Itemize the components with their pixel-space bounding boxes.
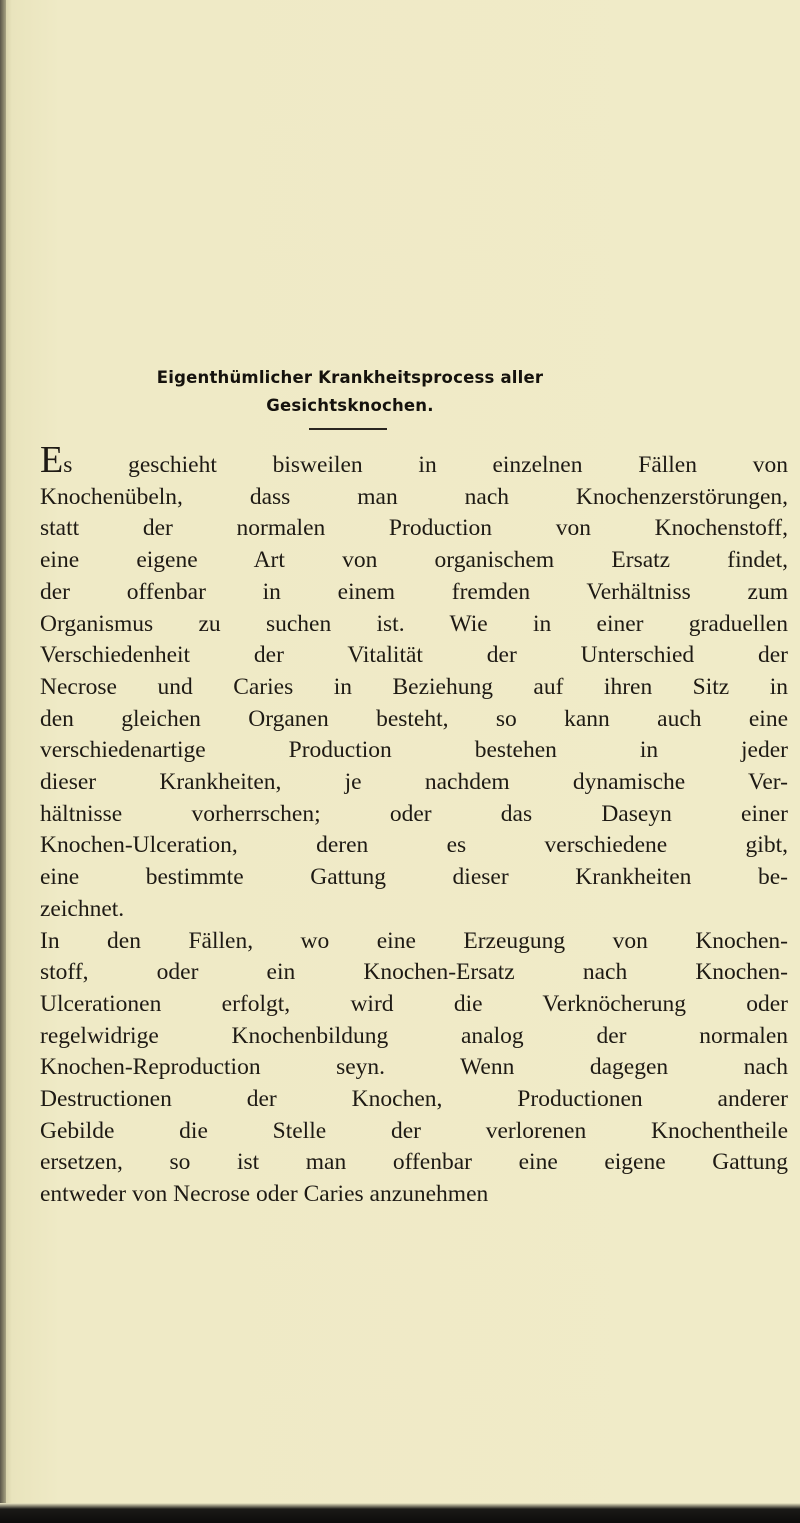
text-line-content: Gebilde die Stelle der verlorenen Knochentheile <box>40 1117 788 1144</box>
text-line <box>40 577 788 609</box>
text-line <box>40 926 788 958</box>
text-line <box>40 1147 788 1179</box>
text-line <box>40 1084 788 1116</box>
text-line-content: regelwidrige Knochenbildung analog der normalen <box>40 1022 788 1049</box>
text-line <box>40 439 788 482</box>
text-line <box>40 862 788 894</box>
drop-cap: E <box>40 439 64 481</box>
text-line <box>40 609 788 641</box>
text-line-content: Knochenübeln, dass man nach Knochenzerstörungen, <box>40 483 788 510</box>
text-line-content: eine bestimmte Gattung dieser Krankheiten be- <box>40 864 788 891</box>
text-line-content: s geschieht bisweilen in einzelnen Fällen von <box>63 452 788 478</box>
text-line <box>40 704 788 736</box>
text-line-content: Destructionen der Knochen, Productionen anderer <box>40 1086 788 1113</box>
text-line <box>40 957 788 989</box>
text-line-content: ersetzen, so ist man offenbar eine eigene Gattung <box>40 1149 788 1176</box>
book-binding-edge <box>0 0 6 1523</box>
text-line <box>40 513 788 545</box>
text-line <box>40 767 788 799</box>
body-text <box>40 439 788 1211</box>
text-line <box>40 482 788 514</box>
text-line-content: statt der normalen Production von Knochenstoff, <box>40 515 788 542</box>
heading-divider <box>309 428 387 430</box>
text-line <box>40 1116 788 1148</box>
text-line-content: Organismus zu suchen ist. Wie in einer graduellen <box>40 610 788 637</box>
text-line-content: verschiedenartige Production bestehen in jeder <box>40 737 788 764</box>
heading-line-1: Eigenthümlicher Krankheitsprocess aller <box>156 368 544 387</box>
text-line-content: stoff, oder ein Knochen-Ersatz nach Knochen- <box>40 959 788 986</box>
text-line <box>40 672 788 704</box>
text-line-content: Verschiedenheit der Vitalität der Unterschied der <box>40 642 788 669</box>
text-line <box>40 799 788 831</box>
text-line-content: eine eigene Art von organischem Ersatz findet, <box>40 547 788 574</box>
text-line <box>40 989 788 1021</box>
text-line <box>40 1052 788 1084</box>
text-line-content: Knochen-Ulceration, deren es verschiedene gibt, <box>40 832 788 859</box>
text-line-content: entweder von Necrose oder Caries anzunehmen <box>40 1181 489 1208</box>
text-line-content: Ulcerationen erfolgt, wird die Verknöcherung oder <box>40 990 788 1017</box>
text-line-content: Necrose und Caries in Beziehung auf ihren Sitz in <box>40 673 788 700</box>
text-line <box>40 894 788 926</box>
text-line <box>40 830 788 862</box>
text-line <box>40 640 788 672</box>
text-line <box>40 545 788 577</box>
text-line <box>40 1021 788 1053</box>
text-line-content: zeichnet. <box>40 895 125 922</box>
chapter-heading <box>40 364 660 420</box>
text-line <box>40 735 788 767</box>
text-line-content: In den Fällen, wo eine Erzeugung von Knochen- <box>40 927 788 954</box>
heading-line-2: Gesichtsknochen. <box>266 396 434 415</box>
text-line-content: hältnisse vorherrschen; oder das Daseyn einer <box>40 800 788 827</box>
text-line-content: den gleichen Organen besteht, so kann auch eine <box>40 705 788 732</box>
text-line <box>40 1179 788 1211</box>
text-line-content: dieser Krankheiten, je nachdem dynamische Ver- <box>40 769 788 796</box>
text-line-content: Knochen-Reproduction seyn. Wenn dagegen nach <box>40 1054 788 1081</box>
text-line-content: der offenbar in einem fremden Verhältniss zum <box>40 578 788 605</box>
scan-bottom-edge <box>0 1503 800 1523</box>
